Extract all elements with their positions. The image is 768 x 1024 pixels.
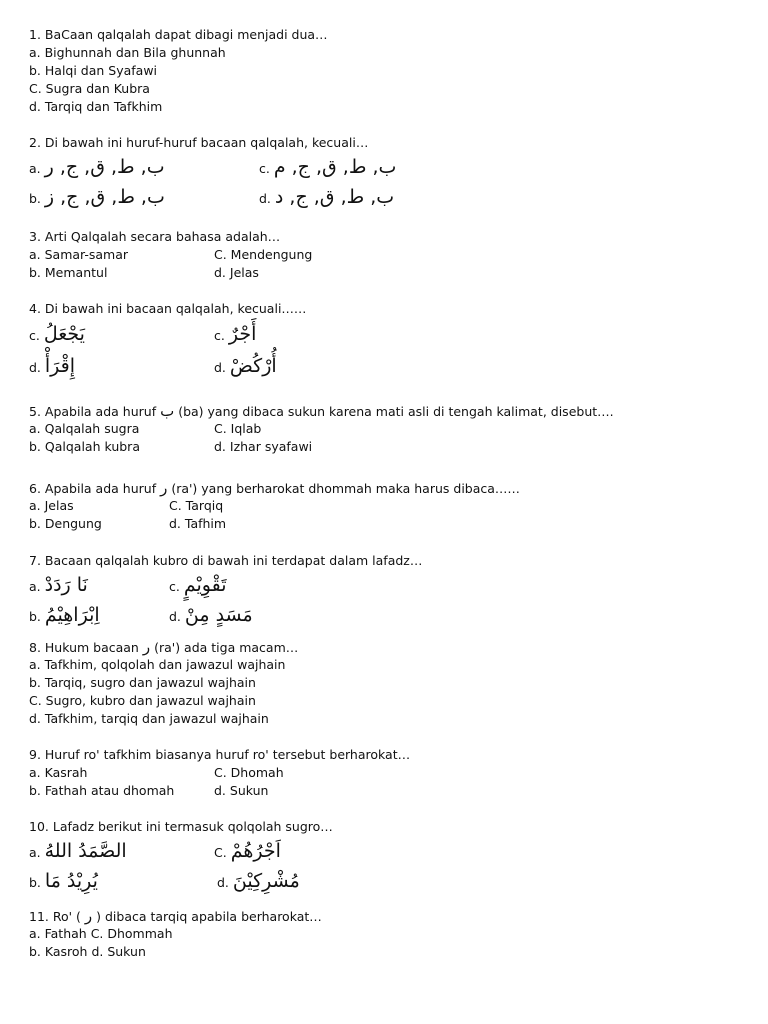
question-6-text bbox=[29, 479, 749, 497]
option-label: d. bbox=[259, 191, 271, 206]
option-arabic: يَجْعَلُ bbox=[43, 323, 85, 345]
question-3-option-a: a. Samar-samar bbox=[29, 247, 129, 262]
question-6-arabic-letter: ر bbox=[160, 479, 168, 497]
question-8-option-a: a. Tafkhim, qolqolah dan jawazul wajhain bbox=[29, 657, 286, 672]
question-10-option-b bbox=[29, 866, 98, 898]
question-5-text bbox=[29, 402, 749, 420]
question-8 bbox=[29, 638, 749, 728]
option-arabic: اَجْرُهُمْ bbox=[230, 840, 281, 862]
question-4-row-1 bbox=[29, 318, 749, 350]
question-11-text bbox=[29, 907, 749, 925]
question-3-option-d: d. Jelas bbox=[214, 265, 259, 280]
question-9-option-b: b. Fathah atau dhomah bbox=[29, 783, 175, 798]
question-2 bbox=[29, 134, 749, 212]
question-2-option-a bbox=[29, 152, 165, 184]
question-3-row-2 bbox=[29, 264, 749, 282]
question-8-option-c: C. Sugro, kubro dan jawazul wajhain bbox=[29, 693, 256, 708]
question-9 bbox=[29, 746, 749, 800]
question-11-text-before: 11. Ro' ( bbox=[29, 909, 81, 924]
question-11-arabic-letter: ر bbox=[84, 907, 93, 925]
question-2-row-2 bbox=[29, 182, 749, 212]
question-7-text: 7. Bacaan qalqalah kubro di bawah ini terdapat dalam lafadz… bbox=[29, 553, 423, 568]
question-7-option-a bbox=[29, 570, 88, 602]
question-9-text: 9. Huruf ro' tafkhim biasanya huruf ro' tersebut berharokat… bbox=[29, 747, 411, 762]
question-2-option-b bbox=[29, 182, 165, 214]
question-9-option-a: a. Kasrah bbox=[29, 765, 88, 780]
question-3-option-b: b. Memantul bbox=[29, 265, 108, 280]
question-2-text: 2. Di bawah ini huruf-huruf bacaan qalqalah, kecuali… bbox=[29, 135, 369, 150]
question-5-option-d: d. Izhar syafawi bbox=[214, 439, 313, 454]
question-10-option-a bbox=[29, 836, 127, 868]
question-9-option-d: d. Sukun bbox=[214, 783, 269, 798]
question-6-option-d: d. Tafhim bbox=[169, 516, 227, 531]
option-label: c. bbox=[29, 328, 40, 343]
question-1-option-d: d. Tarqiq dan Tafkhim bbox=[29, 99, 163, 114]
option-label: b. bbox=[29, 609, 41, 624]
option-arabic: اِبْرَاهِيْمُ bbox=[44, 604, 100, 626]
question-1-option-b: b. Halqi dan Syafawi bbox=[29, 63, 158, 78]
question-4-text: 4. Di bawah ini bacaan qalqalah, kecuali…… bbox=[29, 301, 307, 316]
question-6 bbox=[29, 479, 749, 533]
option-label: C. bbox=[214, 845, 227, 860]
option-label: d. bbox=[217, 875, 229, 890]
question-5-option-c: C. Iqlab bbox=[214, 421, 262, 436]
question-7 bbox=[29, 552, 749, 630]
question-7-row-1 bbox=[29, 570, 749, 600]
question-1-option-c: C. Sugra dan Kubra bbox=[29, 81, 150, 96]
question-4-option-b bbox=[29, 350, 75, 384]
option-arabic: إِقْرَأْ bbox=[44, 355, 76, 377]
question-1-option-a: a. Bighunnah dan Bila ghunnah bbox=[29, 45, 226, 60]
question-7-option-d bbox=[169, 600, 253, 632]
question-5-option-b: b. Qalqalah kubra bbox=[29, 439, 140, 454]
option-arabic: أَجْرٌ bbox=[228, 323, 257, 345]
question-3-row-1 bbox=[29, 246, 749, 264]
option-label: a. bbox=[29, 579, 41, 594]
option-label: a. bbox=[29, 845, 41, 860]
question-7-option-b bbox=[29, 600, 100, 632]
question-11-text-after: ) dibaca tarqiq apabila berharokat… bbox=[96, 909, 322, 924]
question-4-option-d bbox=[214, 350, 277, 384]
question-6-option-b: b. Dengung bbox=[29, 516, 102, 531]
option-label: b. bbox=[29, 191, 41, 206]
question-5-text-after: (ba) yang dibaca sukun karena mati asli di tengah kalimat, disebut…. bbox=[178, 404, 614, 419]
question-1-text: 1. BaCaan qalqalah dapat dibagi menjadi dua… bbox=[29, 27, 328, 42]
question-10-row-2 bbox=[29, 866, 749, 896]
question-8-text-after: (ra') ada tiga macam… bbox=[154, 640, 299, 655]
question-4-option-c bbox=[214, 318, 256, 352]
question-10-row-1 bbox=[29, 836, 749, 866]
option-arabic: نَا رَدَدْ bbox=[44, 574, 88, 596]
option-arabic: ب, ط, ق, ج, ز bbox=[44, 186, 165, 208]
question-6-option-c: C. Tarqiq bbox=[169, 498, 224, 513]
question-3-text: 3. Arti Qalqalah secara bahasa adalah… bbox=[29, 229, 281, 244]
question-9-option-c: C. Dhomah bbox=[214, 765, 284, 780]
question-10 bbox=[29, 818, 749, 896]
option-arabic: الصَّمَدُ اللهُ bbox=[44, 840, 127, 862]
question-4-row-2 bbox=[29, 350, 749, 382]
option-label: d. bbox=[169, 609, 181, 624]
question-8-text-before: 8. Hukum bacaan bbox=[29, 640, 139, 655]
question-6-text-before: 6. Apabila ada huruf bbox=[29, 481, 157, 496]
option-arabic: يُرِيْدُ مَا bbox=[44, 870, 98, 892]
option-label: d. bbox=[29, 360, 41, 375]
question-6-option-a: a. Jelas bbox=[29, 498, 74, 513]
question-11-option-a-c: a. Fathah C. Dhommah bbox=[29, 926, 173, 941]
question-8-option-b: b. Tarqiq, sugro dan jawazul wajhain bbox=[29, 675, 256, 690]
question-9-row-2 bbox=[29, 782, 749, 800]
question-3-option-c: C. Mendengung bbox=[214, 247, 313, 262]
question-5-option-a: a. Qalqalah sugra bbox=[29, 421, 140, 436]
option-arabic: مُشْرِكِيْنَ bbox=[232, 870, 300, 892]
question-7-option-c bbox=[169, 570, 227, 602]
question-1 bbox=[29, 26, 749, 116]
option-arabic: ب, ط, ق, ج, د bbox=[274, 186, 395, 208]
question-6-text-after: (ra') yang berharokat dhommah maka harus dibaca…… bbox=[171, 481, 520, 496]
question-4-option-a bbox=[29, 318, 85, 352]
question-5-text-before: 5. Apabila ada huruf bbox=[29, 404, 157, 419]
option-label: c. bbox=[169, 579, 180, 594]
question-6-row-1 bbox=[29, 497, 749, 515]
question-8-option-d: d. Tafkhim, tarqiq dan jawazul wajhain bbox=[29, 711, 269, 726]
option-arabic: ب, ط, ق, ج, ر bbox=[44, 156, 165, 178]
option-arabic: مَسَدٍ مِنْ bbox=[184, 604, 253, 626]
option-label: c. bbox=[259, 161, 270, 176]
option-label: d. bbox=[214, 360, 226, 375]
question-8-text bbox=[29, 638, 749, 656]
question-5 bbox=[29, 402, 749, 456]
question-5-row-1 bbox=[29, 420, 749, 438]
question-2-row-1 bbox=[29, 152, 749, 182]
question-6-row-2 bbox=[29, 515, 749, 533]
option-label: b. bbox=[29, 875, 41, 890]
question-5-arabic-letter: ب bbox=[160, 402, 175, 420]
option-arabic: ب, ط, ق, ج, م bbox=[273, 156, 397, 178]
question-5-row-2 bbox=[29, 438, 749, 456]
option-label: a. bbox=[29, 161, 41, 176]
question-3 bbox=[29, 228, 749, 282]
option-arabic: أُرْكُضْ bbox=[229, 355, 277, 377]
question-10-text: 10. Lafadz berikut ini termasuk qolqolah sugro… bbox=[29, 819, 333, 834]
question-7-row-2 bbox=[29, 600, 749, 630]
question-10-option-c bbox=[214, 836, 281, 868]
question-11 bbox=[29, 907, 749, 961]
question-2-option-d bbox=[259, 182, 394, 214]
option-arabic: تَقْوِيْمٍ bbox=[183, 574, 227, 596]
question-2-option-c bbox=[259, 152, 396, 184]
question-11-option-b-d: b. Kasroh d. Sukun bbox=[29, 944, 146, 959]
option-label: c. bbox=[214, 328, 225, 343]
question-10-option-d bbox=[217, 866, 300, 898]
question-9-row-1 bbox=[29, 764, 749, 782]
question-4 bbox=[29, 300, 749, 382]
question-8-arabic-letter: ر bbox=[142, 638, 151, 656]
